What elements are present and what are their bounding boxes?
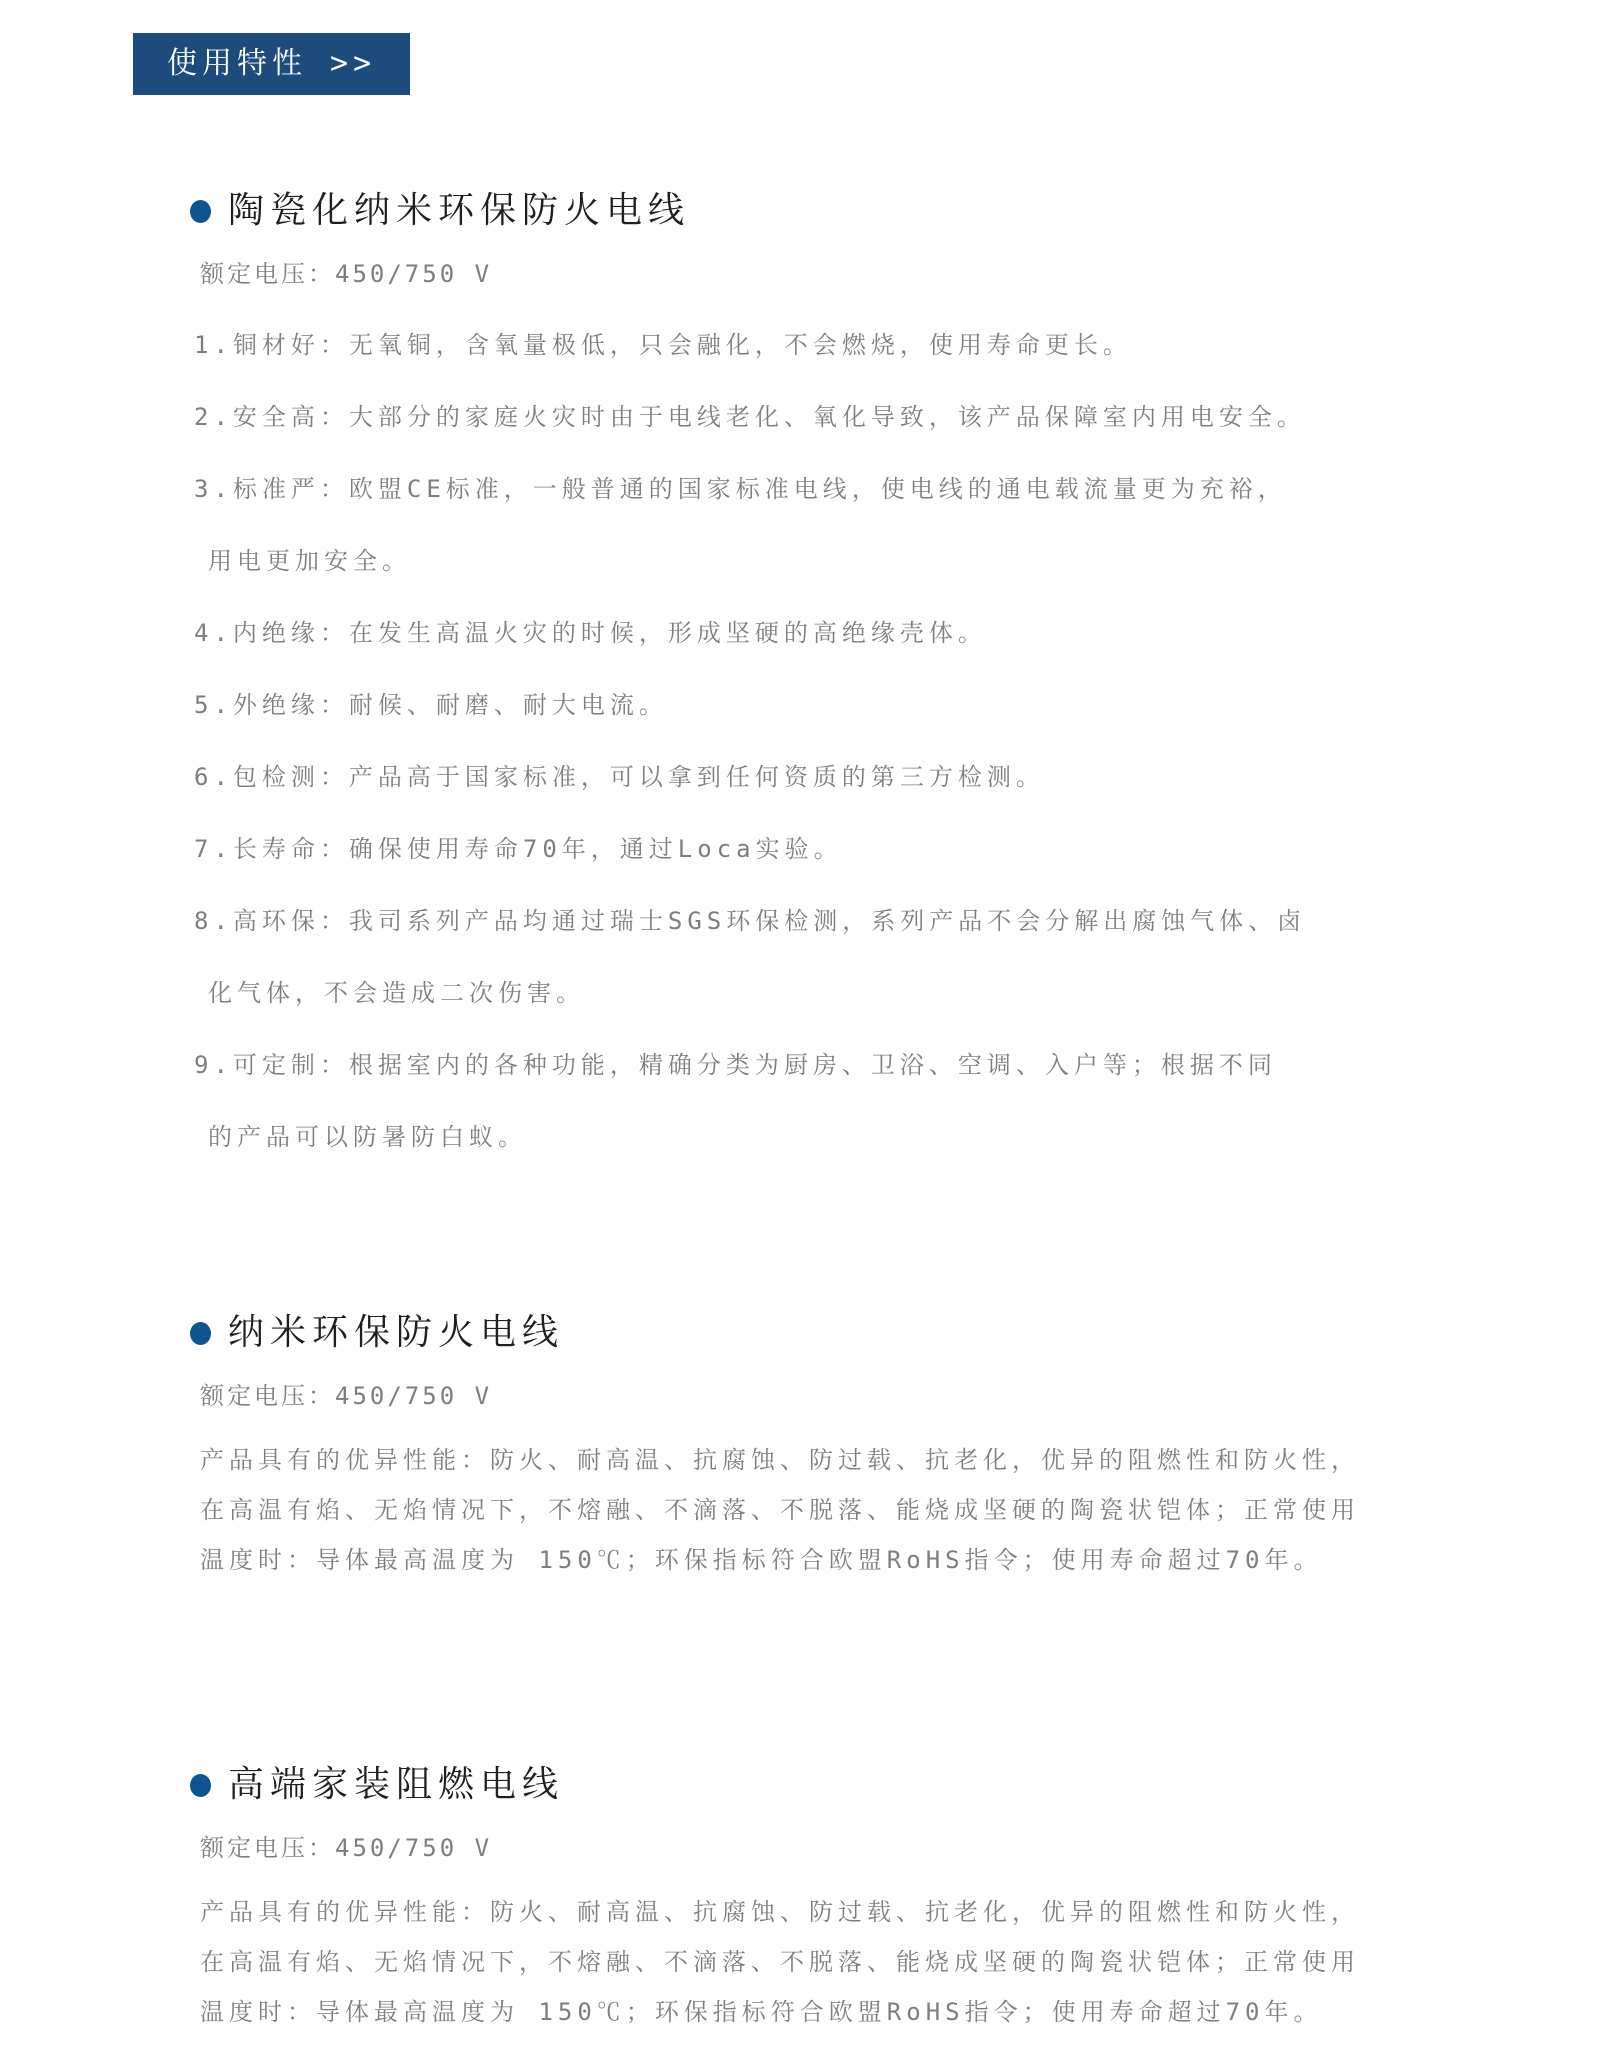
section-nano-fireproof-wire <box>190 1311 1480 1585</box>
feature-line: 2.安全高：大部分的家庭火灾时由于电线老化、氧化导致，该产品保障室内用电安全。 <box>194 403 1306 431</box>
performance-paragraph <box>200 1435 1480 1585</box>
section-home-flame-retardant-wire <box>190 1763 1480 2037</box>
section-title: 纳米环保防火电线 <box>228 1312 565 1353</box>
paragraph-line: 温度时：导体最高温度为 150℃；环保指标符合欧盟RoHS指令；使用寿命超过70年。 <box>200 1998 1323 2026</box>
feature-line: 3.标准严：欧盟CE标准，一般普通的国家标准电线，使电线的通电载流量更为充裕， <box>194 475 1287 503</box>
paragraph-line: 产品具有的优异性能：防火、耐高温、抗腐蚀、防过载、抗老化，优异的阻燃性和防火性， <box>200 1446 1360 1474</box>
feature-line-continuation: 用电更加安全。 <box>208 547 411 575</box>
feature-line: 1.铜材好：无氧铜，含氧量极低，只会融化，不会燃烧，使用寿命更长。 <box>194 331 1132 359</box>
bullet-icon <box>190 1322 211 1345</box>
performance-paragraph <box>200 1887 1480 2037</box>
feature-list <box>194 309 1480 1173</box>
paragraph-line: 温度时：导体最高温度为 150℃；环保指标符合欧盟RoHS指令；使用寿命超过70年。 <box>200 1546 1323 1574</box>
section-title-row <box>190 189 1480 233</box>
rated-voltage: 额定电压：450/750 V <box>200 260 493 288</box>
section-title: 陶瓷化纳米环保防火电线 <box>228 190 691 231</box>
usage-features-badge: 使用特性 >> <box>133 33 410 95</box>
section-title: 高端家装阻燃电线 <box>228 1764 565 1805</box>
section-title-row <box>190 1763 1480 1807</box>
feature-line: 8.高环保：我司系列产品均通过瑞士SGS环保检测，系列产品不会分解出腐蚀气体、卤 <box>194 907 1307 935</box>
feature-line-continuation: 化气体，不会造成二次伤害。 <box>208 979 585 1007</box>
rated-voltage: 额定电压：450/750 V <box>200 1382 493 1410</box>
feature-line: 4.内绝缘：在发生高温火灾的时候，形成坚硬的高绝缘壳体。 <box>194 619 987 647</box>
feature-line-continuation: 的产品可以防暑防白蚁。 <box>208 1123 527 1151</box>
feature-line: 7.长寿命：确保使用寿命70年，通过Loca实验。 <box>194 835 843 863</box>
feature-line: 6.包检测：产品高于国家标准，可以拿到任何资质的第三方检测。 <box>194 763 1045 791</box>
paragraph-line: 产品具有的优异性能：防火、耐高温、抗腐蚀、防过载、抗老化，优异的阻燃性和防火性， <box>200 1898 1360 1926</box>
rated-voltage: 额定电压：450/750 V <box>200 1834 493 1862</box>
bullet-icon <box>190 200 211 223</box>
section-title-row <box>190 1311 1480 1355</box>
paragraph-line: 在高温有焰、无焰情况下，不熔融、不滴落、不脱落、能烧成坚硬的陶瓷状铠体；正常使用 <box>200 1496 1360 1524</box>
section-ceramic-nano-wire <box>190 189 1480 1173</box>
paragraph-line: 在高温有焰、无焰情况下，不熔融、不滴落、不脱落、能烧成坚硬的陶瓷状铠体；正常使用 <box>200 1948 1360 1976</box>
feature-line: 5.外绝缘：耐候、耐磨、耐大电流。 <box>194 691 668 719</box>
feature-line: 9.可定制：根据室内的各种功能，精确分类为厨房、卫浴、空调、入户等；根据不同 <box>194 1051 1277 1079</box>
bullet-icon <box>190 1774 211 1797</box>
